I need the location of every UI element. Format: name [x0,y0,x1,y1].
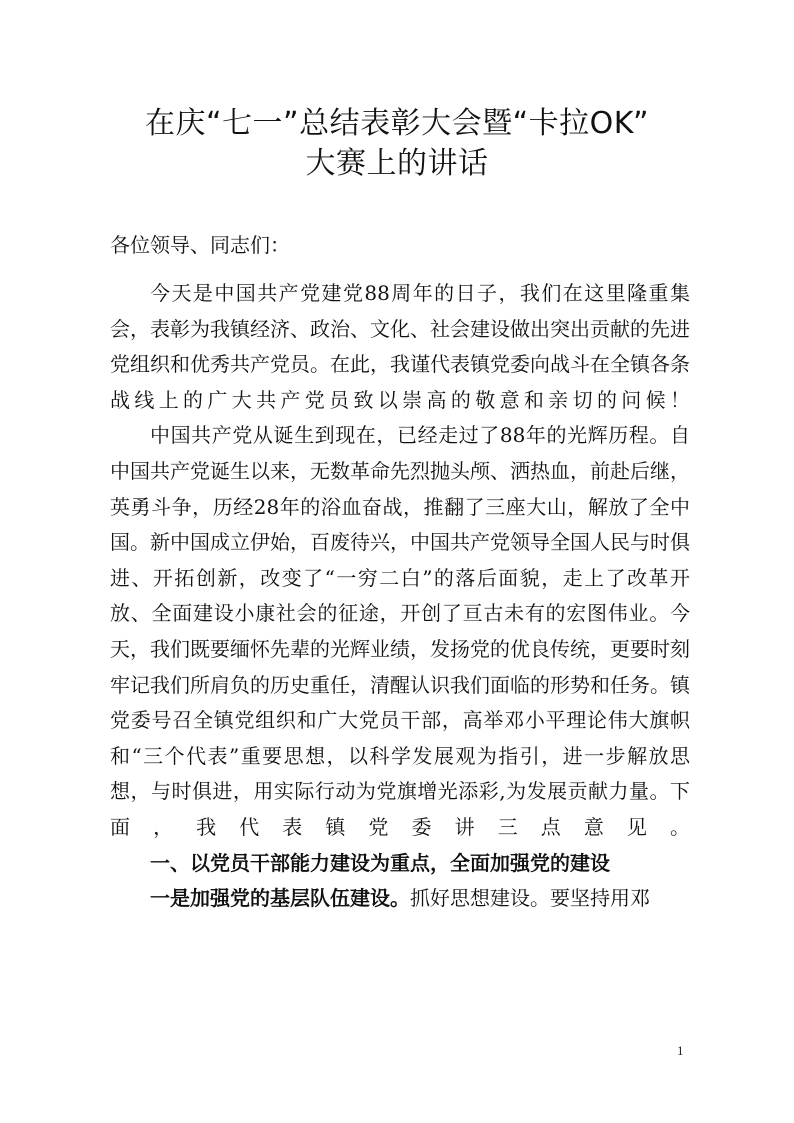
document-title-line-1: 在庆“七一”总结表彰大会暨“卡拉OK” [144,106,650,141]
page-number: 1 [677,1043,684,1058]
document-body [110,276,690,917]
subsection-paragraph [110,881,690,917]
subsection-text: 抓好思想建设。要坚持用邓 [410,886,650,911]
document-title-line-2: 大赛上的讲话 [305,146,489,181]
paragraph-2: 中国共产党从诞生到现在，已经走过了88年的光辉历程。自中国共产党诞生以来，无数革命先烈抛头颅、洒热血，前赴后继，英勇斗争，历经28年的浴血奋战，推翻了三座大山，解放了全中国。新中国成立伊始，百废待兴，中国共产党领导全国人民与时俱进、开拓创新，改变了“一穷二白”的落后面貌，走上了改革开放、全面建设小康社会的征途，开创了亘古未有的宏图伟业。今天，我们既要缅怀先辈的光辉业绩，发扬党的优良传统，更要时刻牢记我们所肩负的历史重任，清醒认识我们面临的形势和任务。镇党委号召全镇党组织和广大党员干部，高举邓小平理论伟大旗帜和“三个代表”重要思想，以科学发展观为指引，进一步解放思想，与时俱进，用实际行动为党旗增光添彩,为发展贡献力量。下面，我代表镇党委讲三点意见。 [110,423,690,839]
subsection-lead: 一是加强党的基层队伍建设。 [150,886,410,911]
paragraph-1: 今天是中国共产党建党88周年的日子，我们在这里隆重集会，表彰为我镇经济、政治、文化、社会建设做出突出贡献的先进党组织和优秀共产党员。在此，我谨代表镇党委向战斗在全镇各条战线上的广大共产党员致以崇高的敬意和亲切的问候！ [110,281,690,412]
section-heading: 一、以党员干部能力建设为重点，全面加强党的建设 [150,850,610,875]
salutation: 各位领导、同志们： [110,233,290,257]
